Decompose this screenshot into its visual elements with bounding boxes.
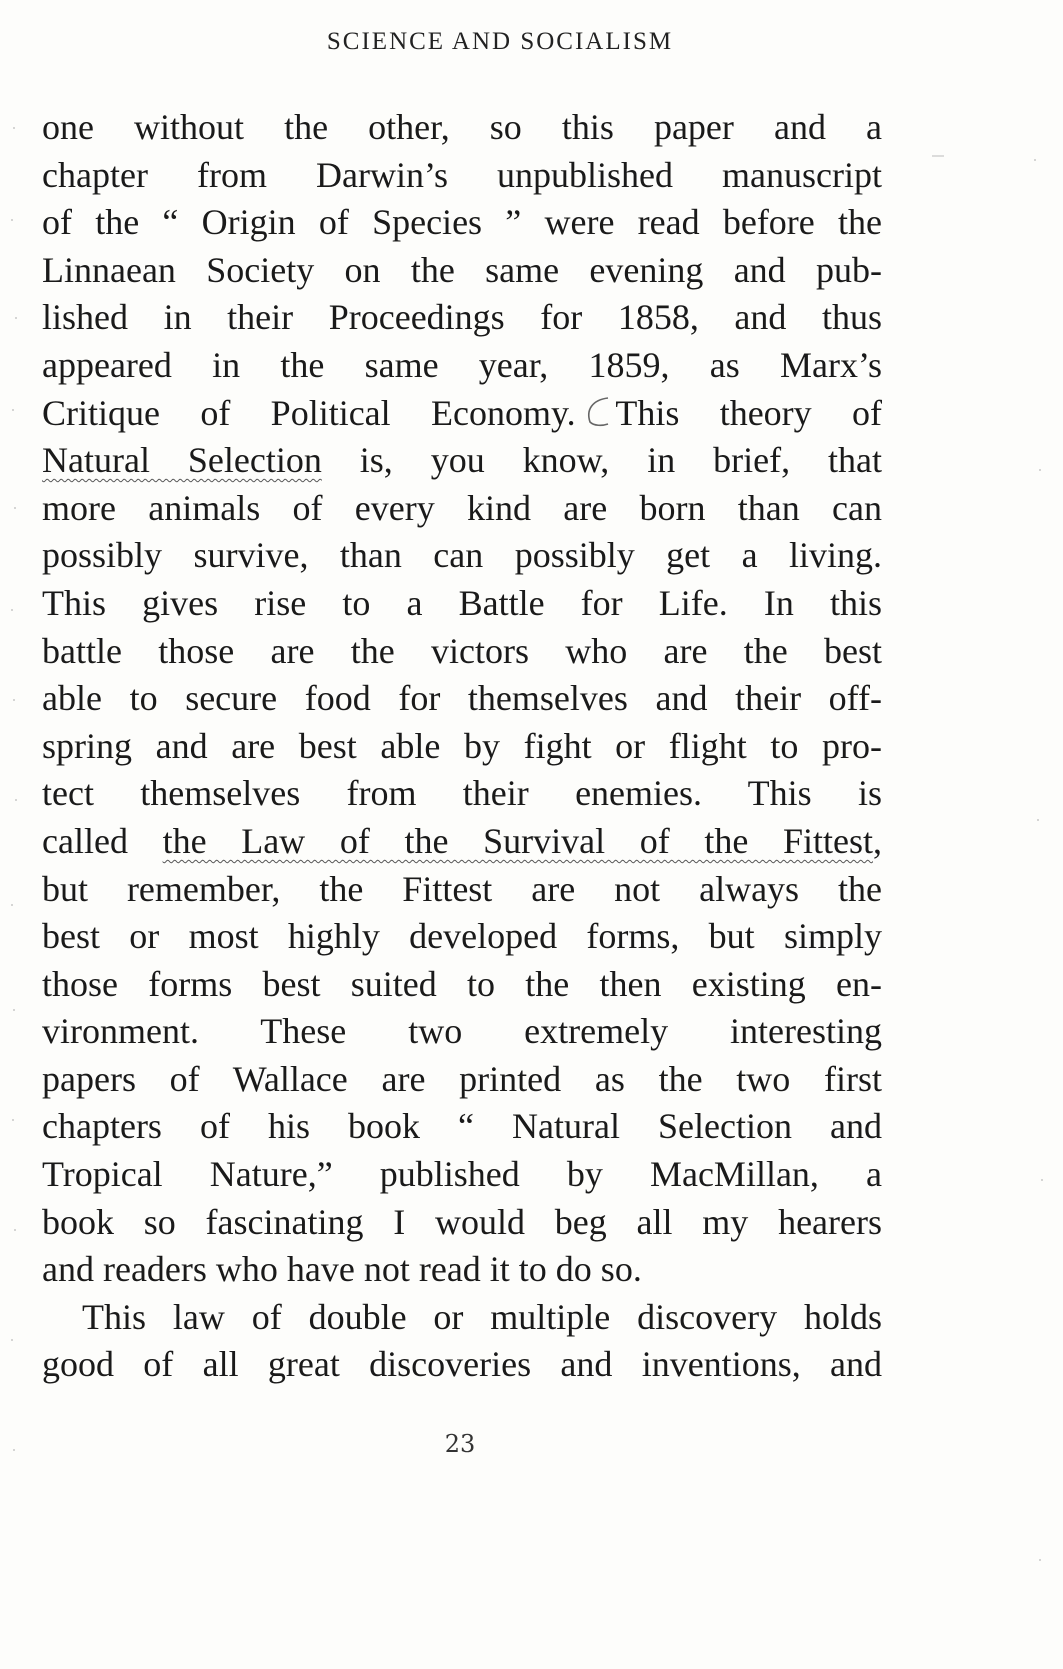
- text-line: possibly survive, than can possibly get a living.: [42, 535, 882, 576]
- text-line: vironment. These two extremely interesting: [42, 1011, 882, 1052]
- text-line: but remember, the Fittest are not always the: [42, 868, 882, 909]
- text-line-paragraph-start: This law of double or multiple discovery holds: [82, 1296, 882, 1337]
- text-line: This gives rise to a Battle for Life. In this: [42, 582, 882, 623]
- text-line: battle those are the victors who are the best: [42, 630, 882, 671]
- text-line: Critique of Political Economy. This theory of: [42, 392, 882, 433]
- text-line-suffix: ,: [873, 820, 882, 861]
- text-line-prefix: called: [42, 820, 163, 861]
- text-line-paragraph-end: and readers who have not read it to do so.: [42, 1249, 642, 1290]
- text-line-natural-selection: [42, 437, 882, 485]
- text-line: spring and are best able by fight or flight to pro-: [42, 725, 882, 766]
- body-text: [42, 104, 882, 1389]
- text-line: appeared in the same year, 1859, as Marx’s: [42, 344, 882, 385]
- text-line: Linnaean Society on the same evening and pub-: [42, 249, 882, 290]
- running-head: SCIENCE AND SOCIALISM: [326, 28, 674, 55]
- text-line: those forms best suited to the then existing en-: [42, 963, 882, 1004]
- underlined-natural-selection: Natural Selection: [42, 440, 322, 481]
- text-line: chapters of his book “ Natural Selection and: [42, 1106, 882, 1147]
- text-line: Tropical Nature,” published by MacMillan, a: [42, 1154, 882, 1195]
- text-line-survival-of-fittest: [42, 818, 882, 866]
- text-line: papers of Wallace are printed as the two first: [42, 1058, 882, 1099]
- text-line: one without the other, so this paper and a: [42, 107, 882, 147]
- text-line: chapter from Darwin’s unpublished manuscript: [42, 154, 882, 195]
- text-line: good of all great discoveries and inventions, and: [42, 1344, 882, 1385]
- page-number: 23: [444, 1430, 476, 1458]
- text-line: tect themselves from their enemies. This is: [42, 773, 882, 814]
- text-line-remainder: is, you know, in brief, that: [321, 440, 882, 481]
- text-line: best or most highly developed forms, but simply: [42, 916, 882, 957]
- underlined-survival-of-fittest: the Law of the Survival of the Fittest: [162, 820, 873, 861]
- text-line: able to secure food for themselves and their off-: [42, 678, 882, 719]
- text-line: lished in their Proceedings for 1858, and thus: [42, 297, 882, 338]
- text-line: of the “ Origin of Species ” were read before the: [42, 202, 882, 243]
- text-line: book so fascinating I would beg all my hearers: [42, 1201, 882, 1242]
- text-line: more animals of every kind are born than can: [42, 487, 882, 528]
